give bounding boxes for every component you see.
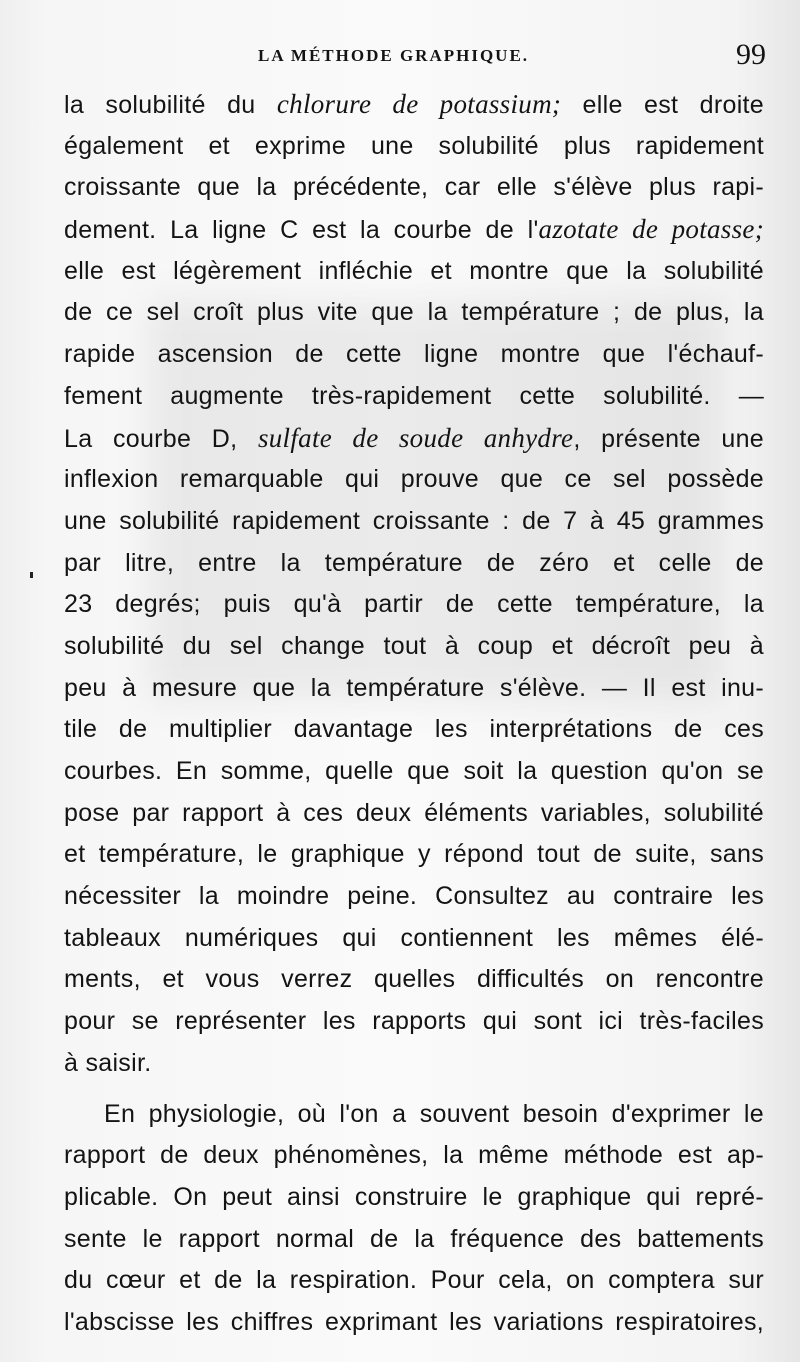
text-line — [64, 328, 764, 370]
italic-text: chlorure de potassium; — [276, 89, 562, 119]
text-line — [64, 995, 764, 1037]
line-text: 23 degrés; puis qu'à partir de cette température, la — [64, 590, 764, 619]
line-text: une solubilité rapidement croissante : de 7 à 45 grammes — [64, 506, 764, 535]
italic-text: sulfate de soude anhydre — [257, 422, 574, 453]
text-line — [64, 953, 764, 995]
text-line — [64, 286, 764, 328]
text-line — [64, 870, 764, 912]
line-text: la solubilité du — [64, 91, 277, 119]
text-line — [64, 1213, 764, 1255]
line-text: peu à mesure que la température s'élève. — Il est inu- — [64, 673, 764, 702]
running-title: LA MÉTHODE GRAPHIQUE. — [258, 46, 530, 65]
line-text: croissante que la précédente, car elle s'élève plus rapi- — [64, 173, 764, 202]
text-line — [64, 120, 764, 162]
text-line — [64, 745, 764, 787]
text-line — [64, 412, 764, 454]
line-text: du cœur et de la respiration. Pour cela, on comptera sur — [64, 1266, 764, 1295]
text-line — [64, 703, 764, 745]
text-line — [64, 495, 764, 537]
line-text: fement augmente très-rapidement cette solubilité. — — [64, 381, 764, 410]
text-line — [64, 787, 764, 829]
text-line — [64, 1088, 764, 1130]
line-text: , présente une — [573, 424, 764, 453]
line-text: courbes. En somme, quelle que soit la question qu'on se — [64, 757, 764, 785]
line-text: tile de multiplier davantage les interprétations de ces — [64, 715, 764, 744]
line-text: pour se représenter les rapports qui sont ici très-faciles — [64, 1007, 764, 1036]
line-text: dement. La ligne C est la courbe de l' — [64, 216, 539, 245]
line-text: rapide ascension de cette ligne montre que l'échauf- — [64, 340, 764, 369]
text-line — [64, 161, 764, 203]
text-line — [64, 1254, 764, 1296]
body-text — [64, 78, 764, 1338]
text-line — [64, 1129, 764, 1171]
line-text: plicable. On peut ainsi construire le graphique qui repré- — [64, 1182, 764, 1211]
text-line — [64, 912, 764, 954]
line-text: ments, et vous verrez quelles difficultés on rencontre — [64, 965, 764, 994]
line-text: rapport de deux phénomènes, la même méthode est ap- — [64, 1141, 764, 1170]
text-line — [64, 1296, 764, 1338]
line-text: sente le rapport normal de la fréquence des battements — [64, 1224, 764, 1253]
text-line — [64, 245, 764, 287]
text-line — [64, 1037, 764, 1079]
line-text: également et exprime une solubilité plus rapidement — [64, 131, 764, 160]
line-text: tableaux numériques qui contiennent les mêmes élé- — [64, 923, 764, 952]
line-text: En physiologie, où l'on a souvent besoin d'exprimer le — [104, 1099, 764, 1128]
line-text: elle est légèrement infléchie et montre que la solubilité — [64, 256, 764, 285]
text-line — [64, 453, 764, 495]
text-line — [64, 1171, 764, 1213]
text-line — [64, 203, 764, 245]
line-text: nécessiter la moindre peine. Consultez au contraire les — [64, 882, 764, 911]
text-line — [64, 620, 764, 662]
line-text: par litre, entre la température de zéro et celle de — [64, 548, 764, 577]
line-text: pose par rapport à ces deux éléments variables, solubilité — [64, 798, 764, 827]
line-text: l'abscisse les chiffres exprimant les variations respiratoires, — [64, 1307, 764, 1336]
line-text: La courbe D, — [64, 424, 258, 453]
line-text: solubilité du sel change tout à coup et décroît peu à — [64, 631, 764, 660]
line-text: inflexion remarquable qui prouve que ce sel possède — [64, 465, 764, 494]
text-line — [64, 370, 764, 412]
italic-text: azotate de potasse; — [538, 214, 764, 245]
line-text: à saisir. — [64, 1048, 152, 1077]
paragraph-gap — [64, 1079, 764, 1088]
text-line — [64, 578, 764, 620]
text-line — [64, 78, 764, 120]
page-header — [0, 38, 800, 78]
line-text: elle est droite — [561, 91, 764, 119]
text-line — [64, 662, 764, 704]
text-line — [64, 828, 764, 870]
text-line — [64, 537, 764, 579]
line-text: et température, le graphique y répond tout de suite, sans — [64, 840, 764, 869]
page-number: 99 — [736, 38, 766, 71]
margin-mark — [30, 572, 33, 578]
line-text: de ce sel croît plus vite que la température ; de plus, la — [64, 298, 764, 327]
